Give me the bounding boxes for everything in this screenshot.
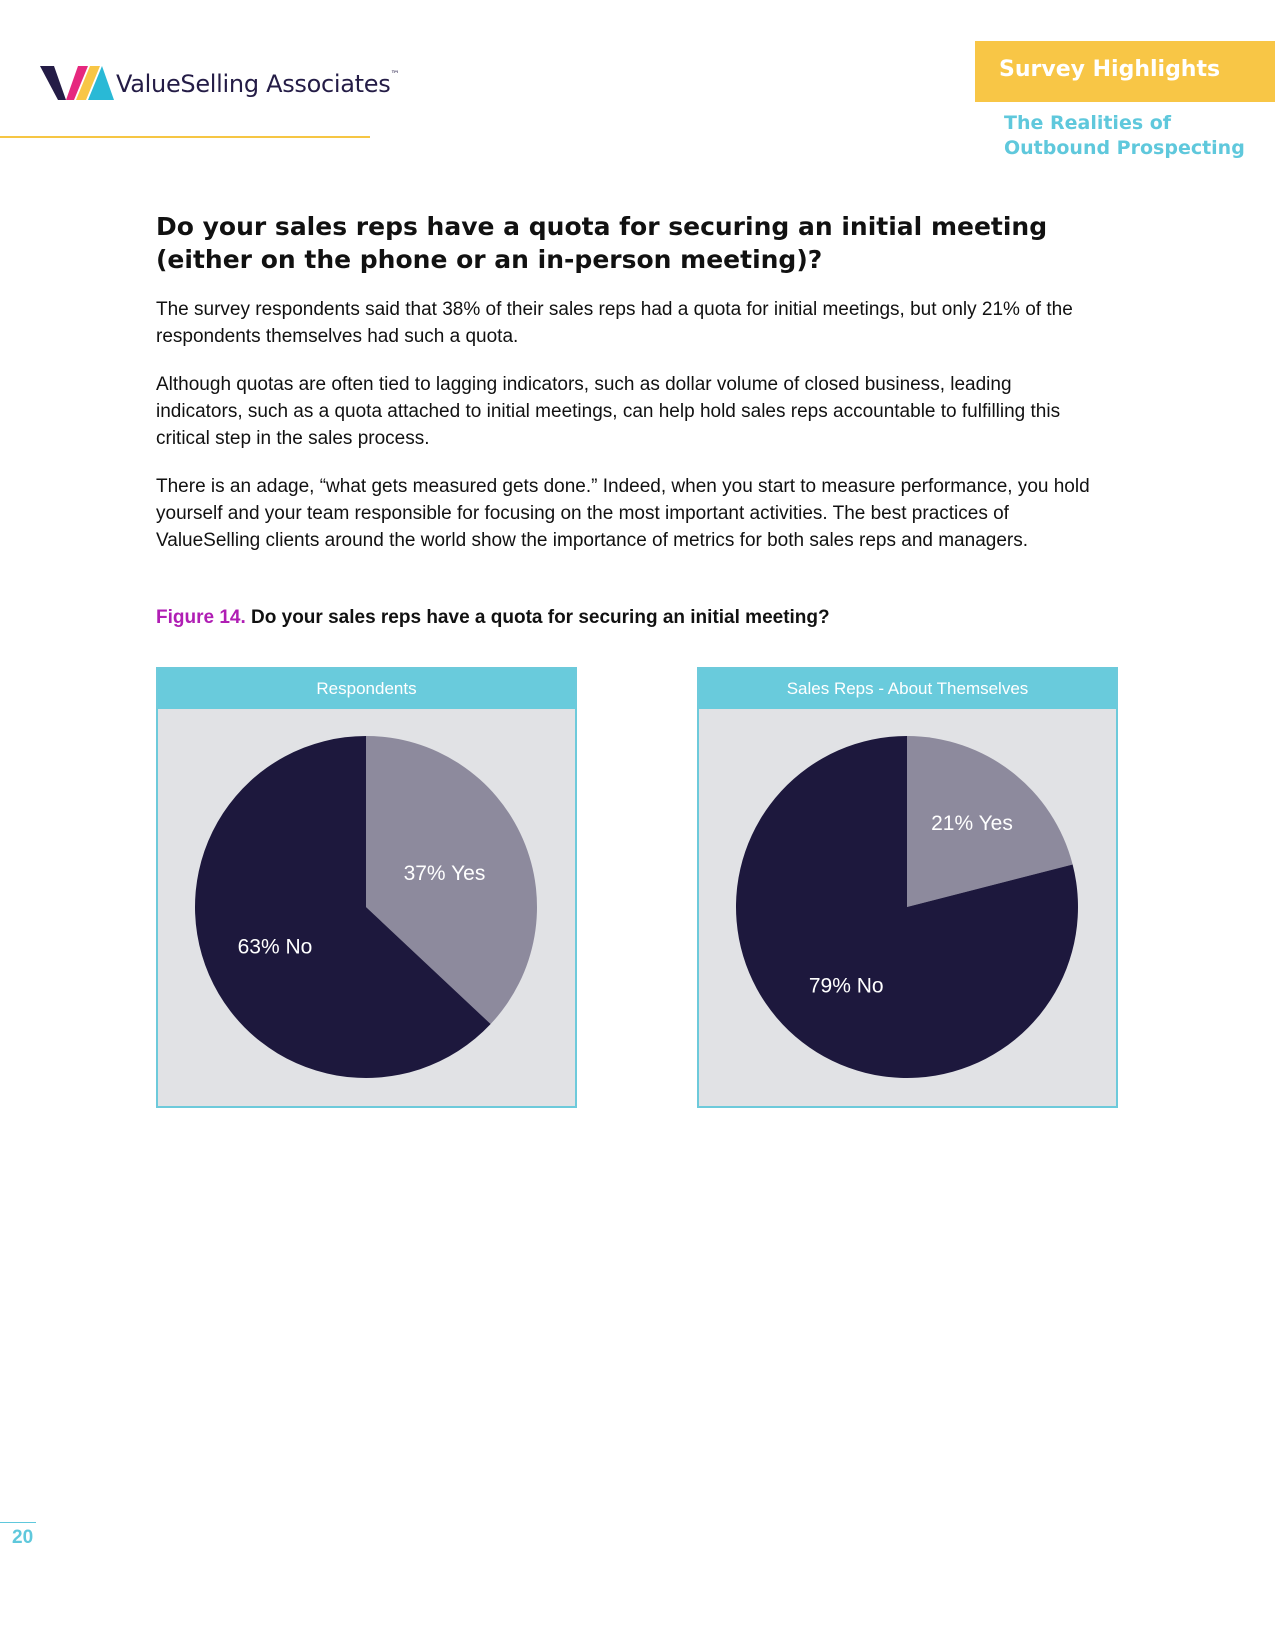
page-number: 20 — [12, 1527, 34, 1548]
pie-label-yes: 37% Yes — [403, 862, 486, 886]
body-paragraph-1: The survey respondents said that 38% of their sales reps had a quota for initial meetings, but only 21% of the respondents themselves had such a quota. — [156, 299, 1073, 347]
figure-caption — [156, 607, 830, 629]
pie-chart-sales-reps — [699, 709, 1116, 1106]
chart-panel-respondents — [156, 667, 577, 1108]
figure-number: Figure 14. — [156, 607, 246, 628]
pie-label-no: 63% No — [237, 935, 313, 959]
pie-chart-respondents — [158, 709, 575, 1106]
survey-highlights-banner — [975, 41, 1275, 102]
figure-caption-text: Do your sales reps have a quota for securing an initial meeting? — [251, 607, 830, 628]
report-subtitle: The Realities of Outbound Prospecting — [1004, 112, 1245, 159]
header-rule — [0, 136, 370, 138]
chart-title: Respondents — [158, 669, 575, 709]
chart-panel-sales-reps — [697, 667, 1118, 1108]
body-paragraph-2: Although quotas are often tied to lagging indicators, such as dollar volume of closed business, leading indicators, such as a quota attached to initial meetings, can help hold sales reps accountable to fulfilling this critical step in the sales process. — [156, 374, 1061, 449]
brand-logo-text: ValueSelling Associates™ — [116, 70, 400, 98]
chart-title: Sales Reps - About Themselves — [699, 669, 1116, 709]
body-paragraph-3: There is an adage, “what gets measured gets done.” Indeed, when you start to measure performance, you hold yourself and your team responsible for focusing on the most important activities. The best practices of ValueSelling clients around the world show the importance of metrics for both sales reps and managers. — [156, 476, 1090, 551]
pie-label-no: 79% No — [808, 974, 884, 998]
pie-label-yes: 21% Yes — [931, 812, 1013, 836]
banner-label: Survey Highlights — [999, 57, 1221, 82]
section-heading: Do your sales reps have a quota for securing an initial meeting (either on the phone or an in-person meeting)? — [156, 212, 1048, 274]
footer-rule — [0, 1522, 36, 1523]
